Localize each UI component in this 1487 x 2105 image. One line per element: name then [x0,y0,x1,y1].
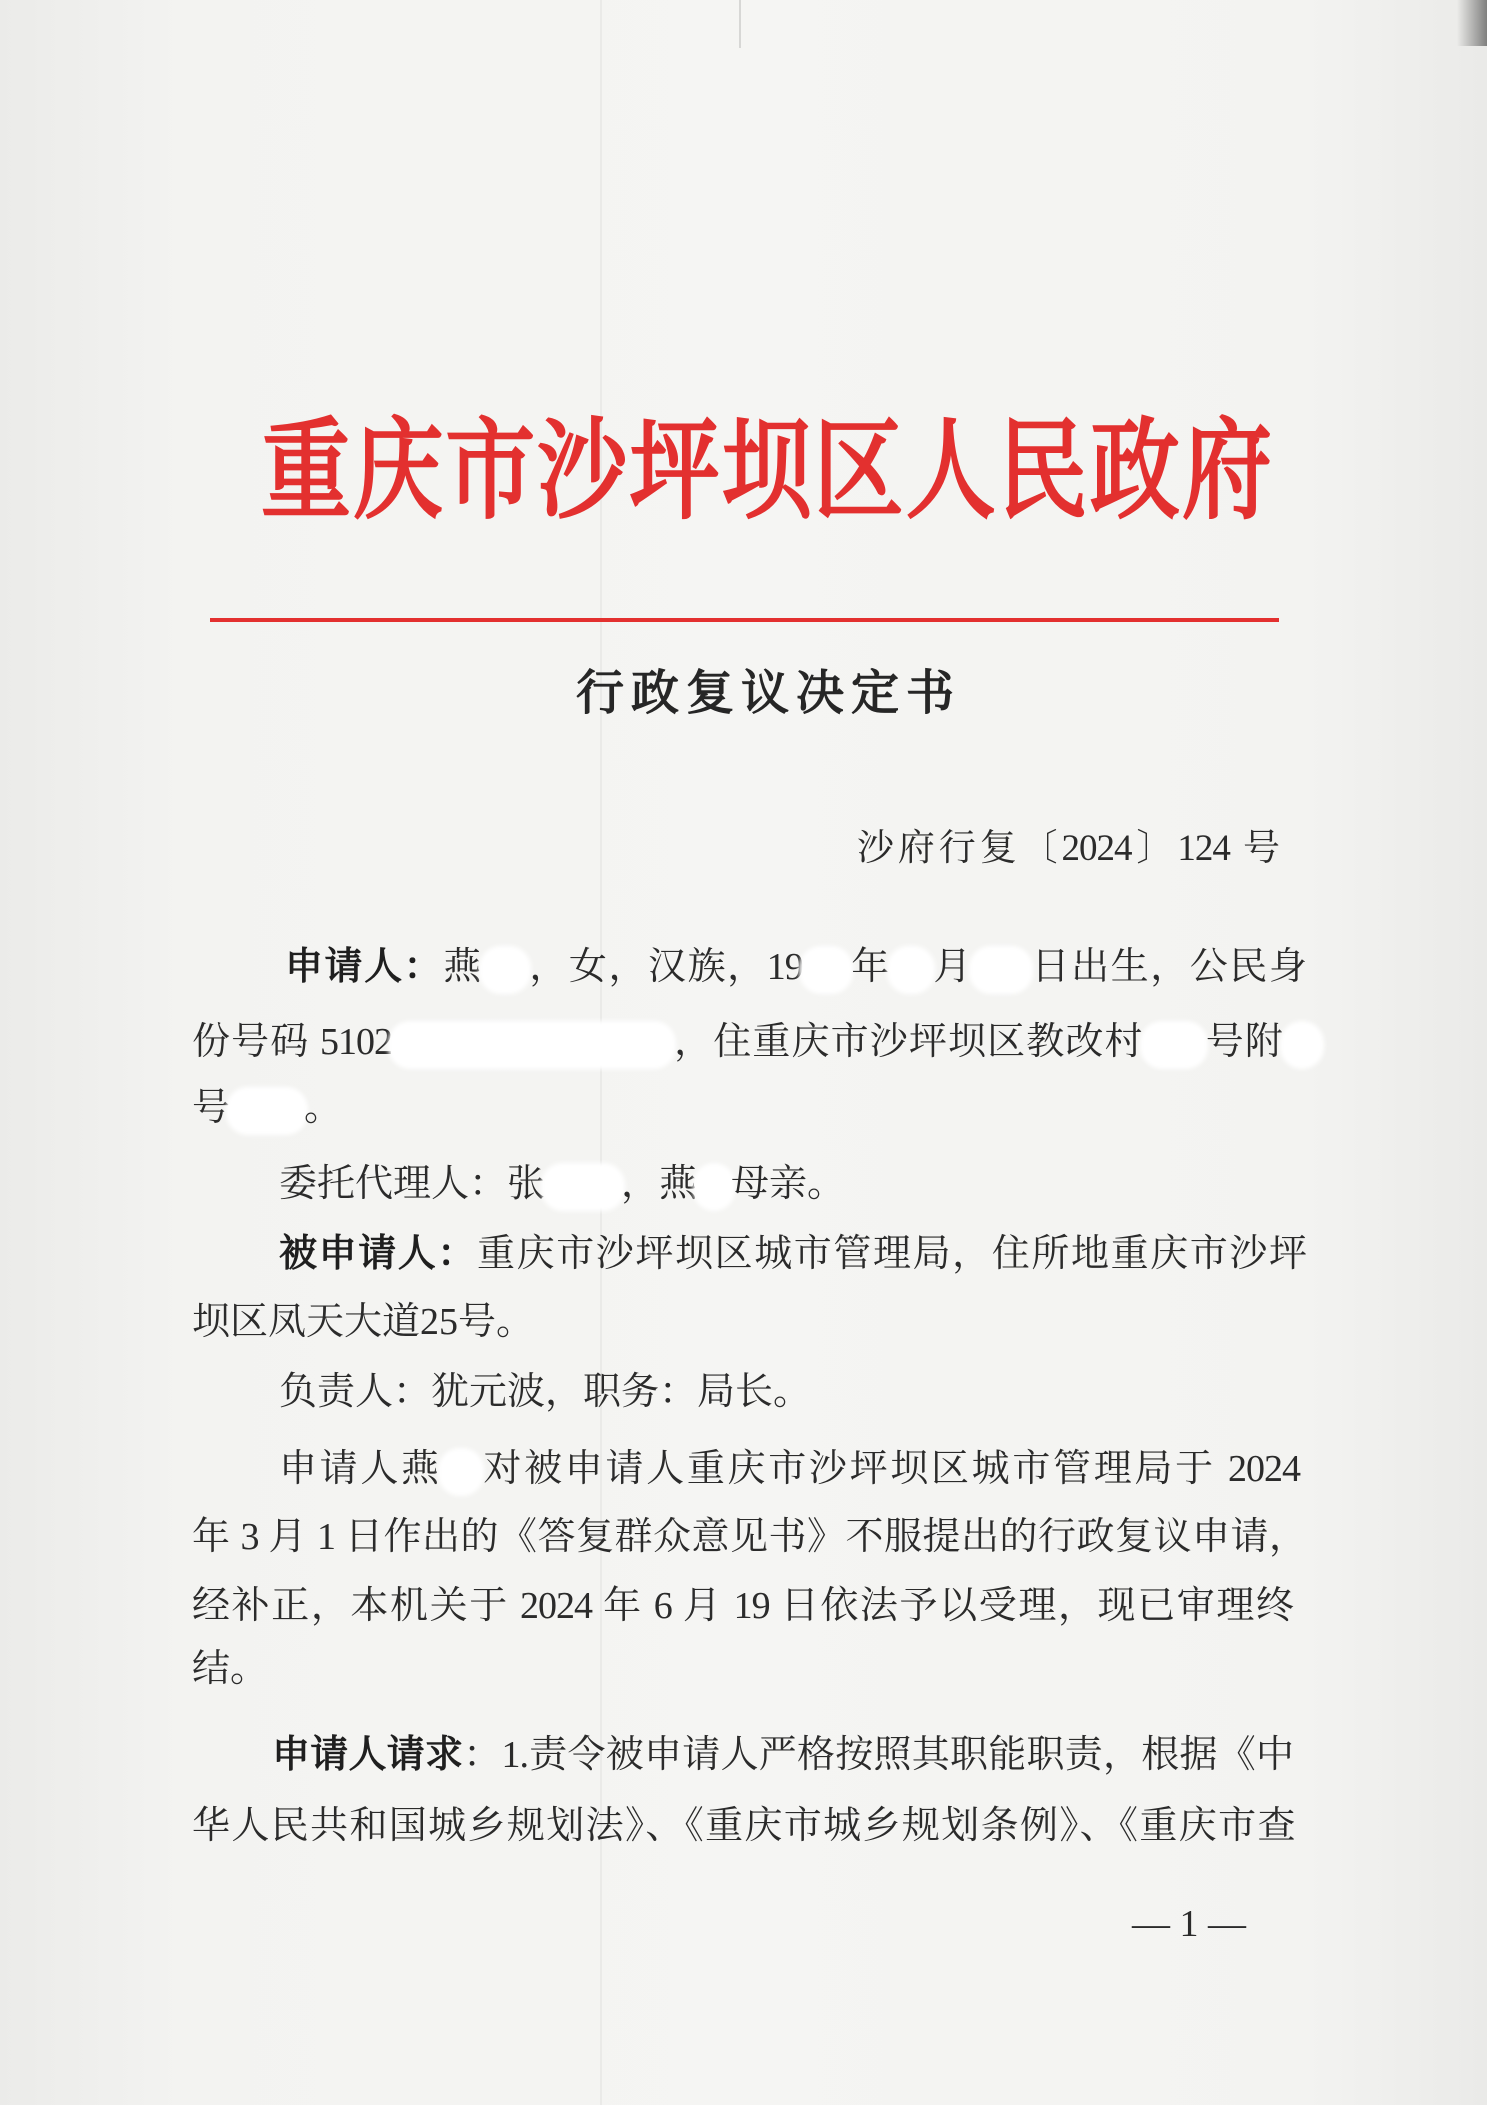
procedure-text: 对被申请人重庆市沙坪坝区城市管理局于 2024 [479,1448,1300,1490]
redaction-mark [230,1091,304,1131]
letterhead-red-rule [210,618,1279,622]
procedure-line-4: 结。 [192,1648,269,1690]
respondent-label: 被申请人： [279,1233,477,1275]
scan-mark [739,0,741,48]
redaction-mark [973,950,1029,990]
procedure-text: 申请人燕 [279,1448,442,1490]
request-label: 申请人请求 [272,1734,464,1776]
respondent-line-2: 坝区凤天大道25号。 [192,1301,535,1343]
applicant-text: 日出生，公民身 [1029,946,1306,988]
request-line-2: 华人民共和国城乡规划法》、《重庆市城乡规划条例》、《重庆市查 [192,1805,1293,1847]
respondent-text: 重庆市沙坪坝区城市管理局，住所地重庆市沙坪 [477,1233,1306,1275]
applicant-text: 月 [930,946,973,988]
document-title: 行政复议决定书 [576,667,954,720]
agent-text: 母亲。 [731,1163,846,1205]
applicant-text: ，女，汉族，19 [526,946,803,988]
redaction-mark [891,950,931,990]
agent-line [279,1160,845,1208]
procedure-line-1 [279,1445,1300,1493]
agent-text: ，燕 [621,1163,698,1205]
redaction-mark [1144,1025,1204,1065]
redaction-mark [545,1167,621,1207]
applicant-text: 号附 [1203,1021,1284,1063]
issuer-letterhead: 重庆市沙坪坝区人民政府 [261,412,1272,533]
redaction-mark [803,950,849,990]
applicant-text: 号 [192,1087,231,1129]
redaction-mark [483,950,527,990]
applicant-line-2 [192,1018,1320,1066]
applicant-text: 。 [304,1087,343,1129]
applicant-line-3 [192,1084,342,1132]
agent-text: 委托代理人：张 [279,1163,546,1205]
request-line-1 [272,1731,1293,1779]
applicant-line-1 [285,943,1306,991]
document-number: 沙府行复〔2024〕124 号 [857,828,1279,869]
procedure-line-3: 经补正，本机关于 2024 年 6 月 19 日依法予以受理，现已审理终 [192,1585,1293,1627]
redaction-mark [1284,1025,1320,1065]
procedure-line-2: 年 3 月 1 日作出的《答复群众意见书》不服提出的行政复议申请， [192,1516,1306,1558]
request-text: ：1.责令被申请人严格按照其职能职责，根据《中 [463,1734,1293,1776]
applicant-label: 申请人： [285,946,444,988]
applicant-text: 燕 [443,946,483,988]
person-in-charge-line: 负责人：犹元波，职务：局长。 [279,1371,812,1413]
applicant-text: ，住重庆市沙坪坝区教改村 [672,1021,1144,1063]
redaction-mark [392,1025,672,1065]
applicant-text: 份号码 5102 [192,1021,392,1063]
redaction-mark [697,1167,731,1207]
respondent-line-1 [279,1230,1306,1278]
scan-corner-shadow [1457,0,1487,46]
page-number: — 1 — [1132,1903,1246,1945]
applicant-text: 年 [848,946,891,988]
redaction-mark [442,1452,480,1492]
